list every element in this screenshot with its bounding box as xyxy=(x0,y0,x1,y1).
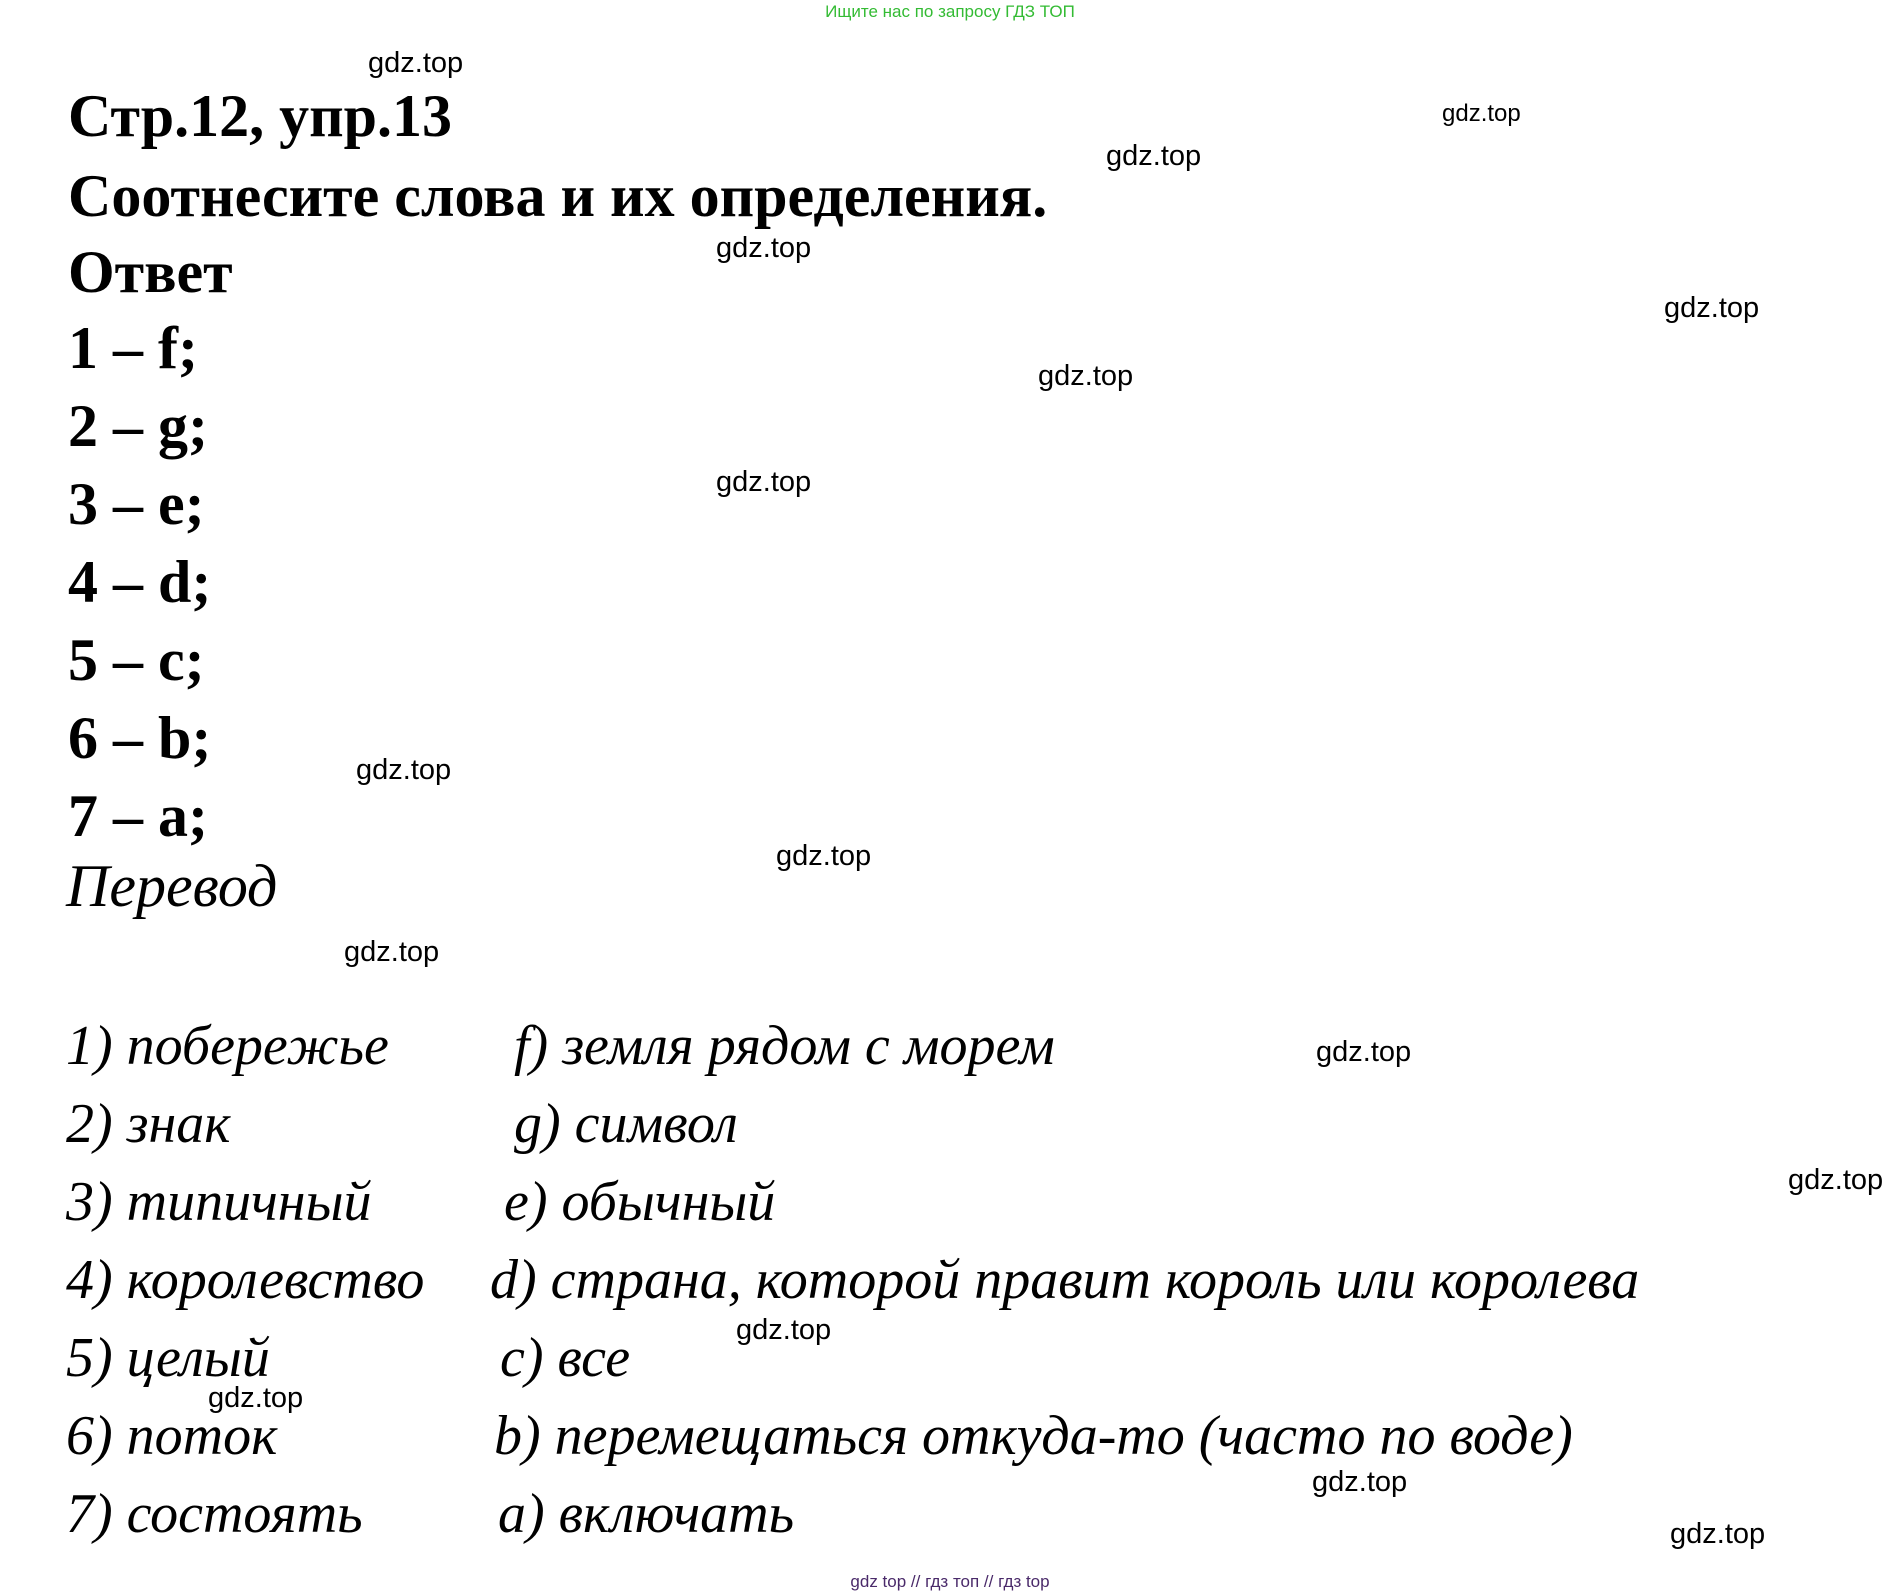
answer-item-6: 6 – b; xyxy=(68,705,212,771)
translation-word-1: 1) побережье xyxy=(66,1015,389,1077)
translation-definition-7: a) включать xyxy=(498,1483,795,1545)
answer-item-1: 1 – f; xyxy=(68,315,198,381)
watermark: gdz.top xyxy=(1106,140,1202,172)
translation-word-2: 2) знак xyxy=(66,1093,231,1155)
watermark: gdz.top xyxy=(344,936,440,968)
top-banner: Ищите нас по запросу ГДЗ ТОП xyxy=(825,2,1075,21)
watermark: gdz.top xyxy=(1670,1518,1766,1550)
watermark: gdz.top xyxy=(736,1314,832,1346)
translation-word-5: 5) целый xyxy=(66,1327,270,1389)
watermark: gdz.top xyxy=(716,466,812,498)
watermark: gdz.top xyxy=(1788,1164,1884,1196)
page-reference-heading: Стр.12, упр.13 xyxy=(68,83,453,149)
answer-item-5: 5 – c; xyxy=(68,627,205,693)
watermark: gdz.top xyxy=(716,232,812,264)
translation-word-3: 3) типичный xyxy=(66,1171,372,1233)
answer-item-3: 3 – e; xyxy=(68,471,205,537)
translation-title: Перевод xyxy=(66,853,278,919)
translation-word-7: 7) состоять xyxy=(66,1483,363,1545)
translation-definition-5: c) все xyxy=(500,1327,631,1389)
watermark: gdz.top xyxy=(1316,1036,1412,1068)
translation-definition-6: b) перемещаться откуда-то (часто по воде) xyxy=(494,1405,1573,1467)
answer-item-2: 2 – g; xyxy=(68,393,208,459)
answer-item-7: 7 – a; xyxy=(68,783,208,849)
answer-label: Ответ xyxy=(68,239,233,305)
watermark: gdz.top xyxy=(208,1382,304,1414)
bottom-banner: gdz top // гдз топ // гдз top xyxy=(850,1572,1050,1591)
watermark: gdz.top xyxy=(776,840,872,872)
translation-definition-1: f) земля рядом с морем xyxy=(514,1015,1055,1077)
translation-definition-2: g) символ xyxy=(514,1093,738,1155)
task-heading: Соотнесите слова и их определения. xyxy=(68,163,1048,229)
watermark: gdz.top xyxy=(1442,100,1521,127)
watermark: gdz.top xyxy=(368,47,464,79)
translation-definition-4: d) страна, которой правит король или королева xyxy=(490,1249,1640,1311)
watermark: gdz.top xyxy=(1664,292,1760,324)
watermark: gdz.top xyxy=(1038,360,1134,392)
translation-word-4: 4) королевство xyxy=(66,1249,425,1311)
answer-item-4: 4 – d; xyxy=(68,549,212,615)
translation-definition-3: e) обычный xyxy=(504,1171,776,1233)
watermark: gdz.top xyxy=(356,754,452,786)
watermark: gdz.top xyxy=(1312,1466,1408,1498)
translation-word-6: 6) поток xyxy=(66,1405,278,1467)
